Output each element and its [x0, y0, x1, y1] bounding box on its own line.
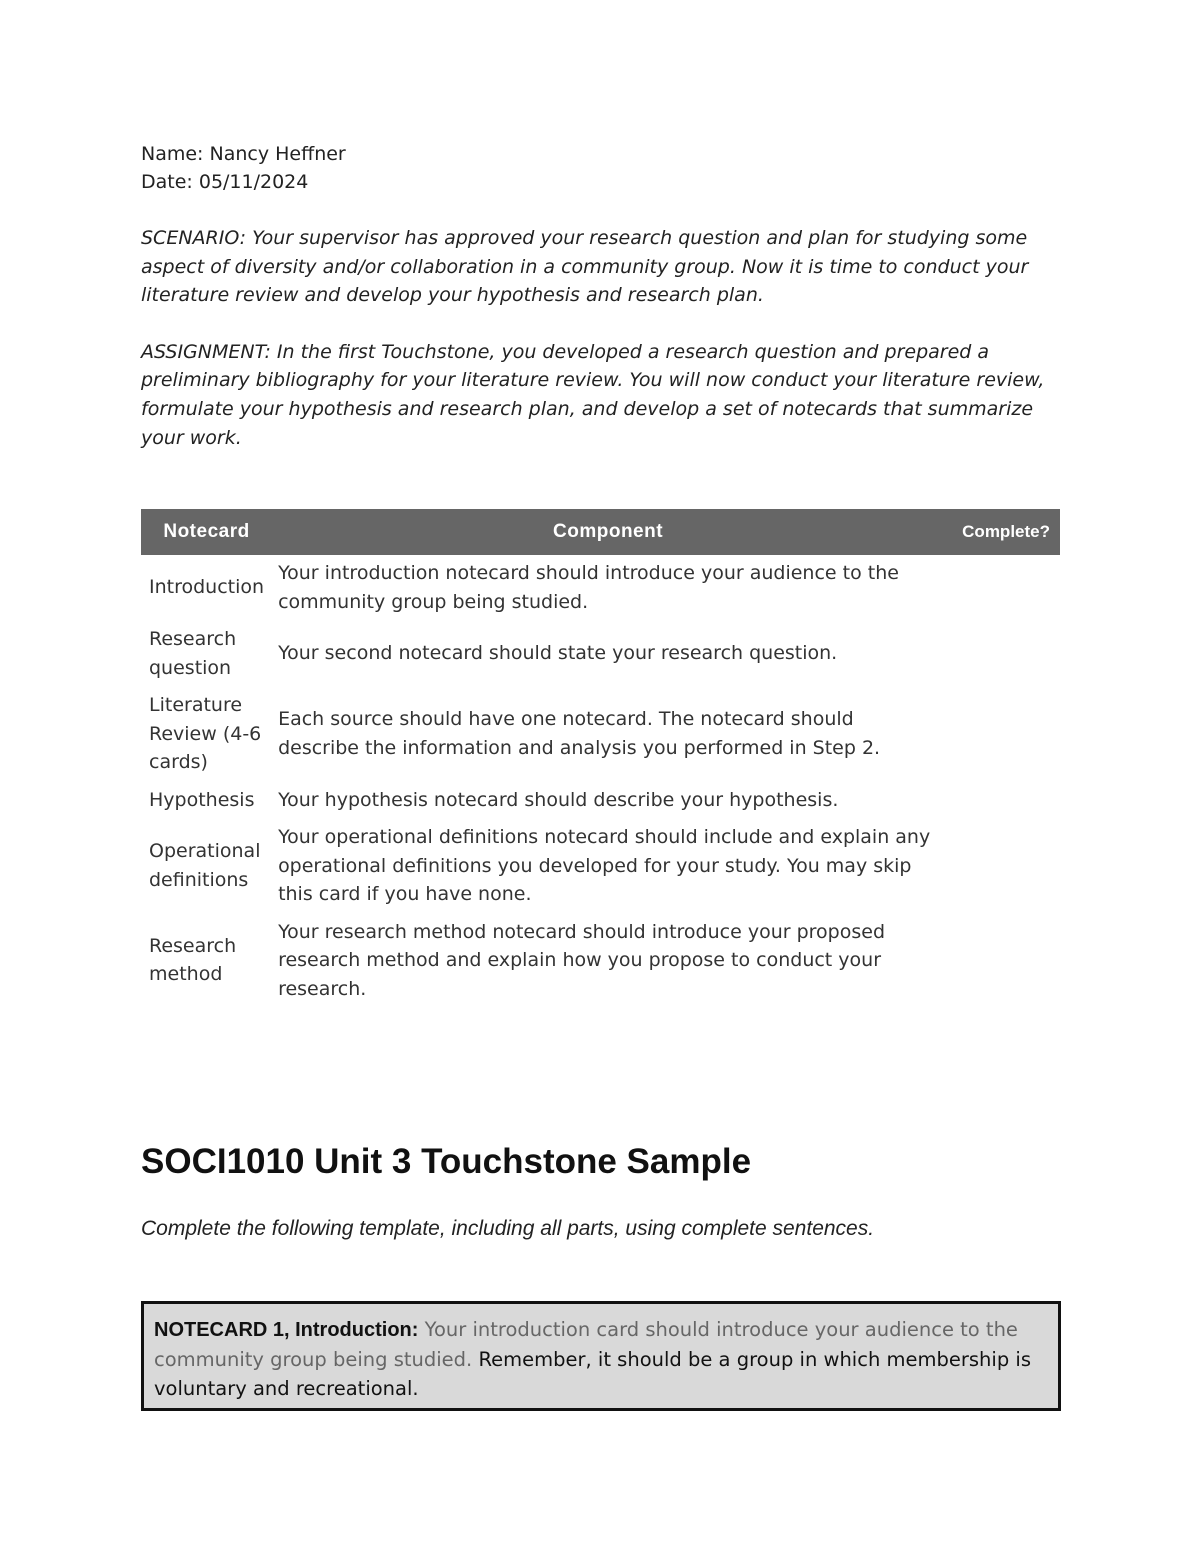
row-notecard-cell: Research method: [149, 934, 237, 986]
date-line: Date: 05/11/2024: [141, 171, 309, 193]
assignment-paragraph: ASSIGNMENT: In the first Touchstone, you developed a research question and prepared a preliminary bibliography for your literature review. You will now conduct your literature review, formulate your hypothesis and research plan, and develop a set of notecards that summarize your work.: [141, 340, 1045, 449]
row-notecard-cell: Literature Review (4-6 cards): [149, 694, 262, 773]
row-component-cell: Your second notecard should state your research question.: [278, 642, 838, 665]
name-line: Name: Nancy Heffner: [141, 143, 346, 165]
row-component-cell: Your introduction notecard should introduce your audience to the community group being studied.: [278, 562, 899, 613]
row-notecard-cell: Introduction: [149, 576, 265, 599]
notecard-1-prompt: Your introduction card should introduce your audience to the community group being studied.: [154, 1318, 1018, 1371]
header-notecard: Notecard: [163, 521, 250, 542]
section-title: SOCI1010 Unit 3 Touchstone Sample: [141, 1142, 752, 1181]
row-component-cell: Your operational definitions notecard should include and explain any operational definitions you developed for your study. You may skip this card if you have none.: [278, 826, 931, 905]
header-complete: Complete?: [962, 522, 1050, 541]
table-row: [141, 819, 1060, 914]
row-component-cell: Each source should have one notecard. The notecard should describe the information and analysis you performed in Step 2.: [278, 708, 881, 759]
notecard-requirements-table: [141, 509, 1060, 1008]
row-notecard-cell: Operational definitions: [149, 840, 261, 891]
template-instruction: Complete the following template, including all parts, using complete sentences.: [141, 1217, 875, 1240]
row-component-cell: Your research method notecard should introduce your proposed research method and explain how you propose to conduct your research.: [278, 920, 886, 1000]
table-row: [141, 914, 1060, 1009]
row-complete-cell[interactable]: [944, 687, 1060, 782]
row-complete-cell[interactable]: [944, 555, 1060, 621]
table-row: [141, 555, 1060, 621]
notecard-1-label: NOTECARD 1, Introduction:: [154, 1319, 419, 1341]
notecard-1-box[interactable]: [141, 1301, 1061, 1411]
row-complete-cell[interactable]: [944, 914, 1060, 1009]
notecard-1-response[interactable]: Remember, it should be a group in which membership is voluntary and recreational.: [154, 1348, 1031, 1400]
row-complete-cell[interactable]: [944, 621, 1060, 687]
row-notecard-cell: Hypothesis: [149, 788, 255, 811]
table-row: [141, 782, 1060, 820]
header-component: Component: [553, 521, 664, 542]
row-component-cell: Your hypothesis notecard should describe your hypothesis.: [278, 788, 839, 811]
table-header-row: [141, 509, 1060, 555]
table-row: [141, 621, 1060, 687]
row-notecard-cell: Research question: [149, 628, 237, 679]
notecard-1-text: [144, 1304, 1058, 1403]
scenario-paragraph: SCENARIO: Your supervisor has approved your research question and plan for studying some aspect of diversity and/or collaboration in a community group. Now it is time to conduct your literature review and develop your hypothesis and research plan.: [141, 227, 1029, 307]
row-complete-cell[interactable]: [944, 819, 1060, 914]
table-row: [141, 687, 1060, 782]
document-page: [141, 140, 1061, 1400]
row-complete-cell[interactable]: [944, 782, 1060, 820]
